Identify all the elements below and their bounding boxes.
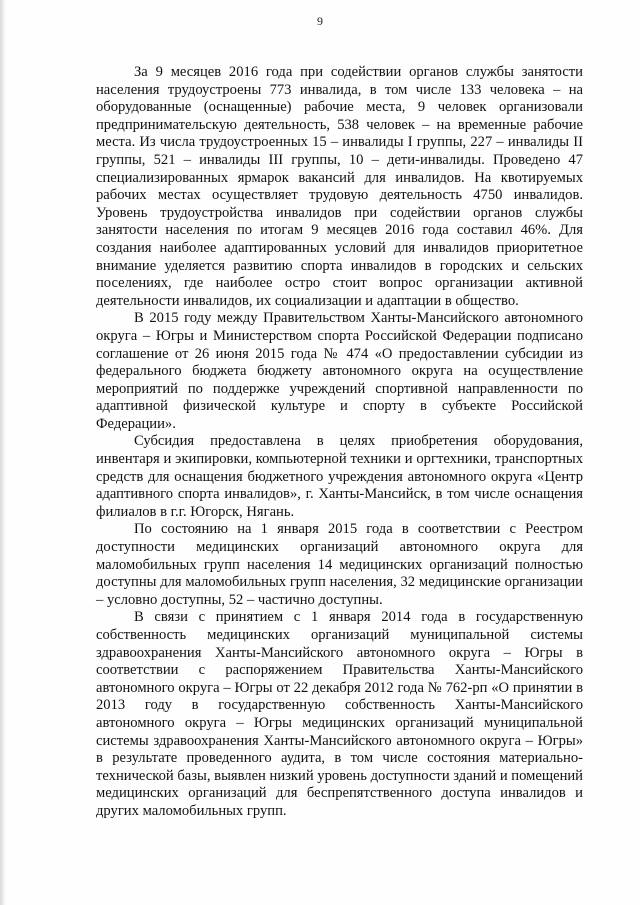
document-body [96, 64, 583, 821]
scan-edge [0, 0, 6, 905]
paragraph-subsidy: Субсидия предоставлена в целях приобретения оборудования, инвентаря и экипировки, компьютерной техники и оргтехники, транспортных средств для оснащения бюджетного учреждения автономного округа «Центр адаптивного спорта инвалидов», г. Ханты-Мансийск, в том числе оснащения филиалов в г.г. Югорск, Нягань. [96, 433, 583, 520]
page-number: 9 [317, 14, 323, 28]
paragraph-sport-agreement: В 2015 году между Правительством Ханты-Мансийского автономного округа – Югры и Министерством спорта Российской Федерации подписано соглашение от 26 июня 2015 года № 474 «О предоставлении субсидии из федерального бюджета бюджету автономного округа на осуществление мероприятий по поддержке учреждений спортивной направленности по адаптивной физической культуре и спорту в субъекте Российской Федерации». [96, 310, 583, 432]
paragraph-employment: За 9 месяцев 2016 года при содействии органов службы занятости населения трудоустроены 773 инвалида, в том числе 133 человека – на оборудованные (оснащенные) рабочие места, 9 человек организовали предпринимательскую деятельность, 538 человек – на временные рабочие места. Из числа трудоустроенных 15 – инвалиды I группы, 227 – инвалиды II группы, 521 – инвалиды III группы, 10 – дети-инвалиды. Проведено 47 специализированных ярмарок вакансий для инвалидов. На квотируемых рабочих местах осуществляет трудовую деятельность 4750 инвалидов. Уровень трудоустройства инвалидов при содействии органов службы занятости населения по итогам 9 месяцев 2016 года составил 46%. Для создания наиболее адаптированных условий для инвалидов приоритетное внимание уделяется развитию спорта инвалидов в городских и сельских поселениях, где наиболее остро стоит вопрос организации активной деятельности инвалидов, их социализации и адаптации в общество. [96, 64, 583, 309]
paragraph-medical-accessibility: По состоянию на 1 января 2015 года в соответствии с Реестром доступности медицинских организаций автономного округа для маломобильных групп населения 14 медицинских организаций полностью доступны для маломобильных групп населения, 32 медицинские организации – условно доступны, 52 – частично доступны. [96, 521, 583, 608]
paragraph-state-ownership: В связи с принятием с 1 января 2014 года в государственную собственность медицинских организаций муниципальной системы здравоохранения Ханты-Мансийского автономного округа – Югры в соответствии с распоряжением Правительства Ханты-Мансийского автономного округа – Югры от 22 декабря 2012 года № 762-рп «О принятии в 2013 году в государственную собственность Ханты-Мансийского автономного округа – Югры медицинских организаций муниципальной системы здравоохранения Ханты-Мансийского автономного округа – Югры» в результате проведенного аудита, в том числе состояния материально-технической базы, выявлен низкий уровень доступности зданий и помещений медицинских организаций для беспрепятственного доступа инвалидов и других маломобильных групп. [96, 609, 583, 819]
